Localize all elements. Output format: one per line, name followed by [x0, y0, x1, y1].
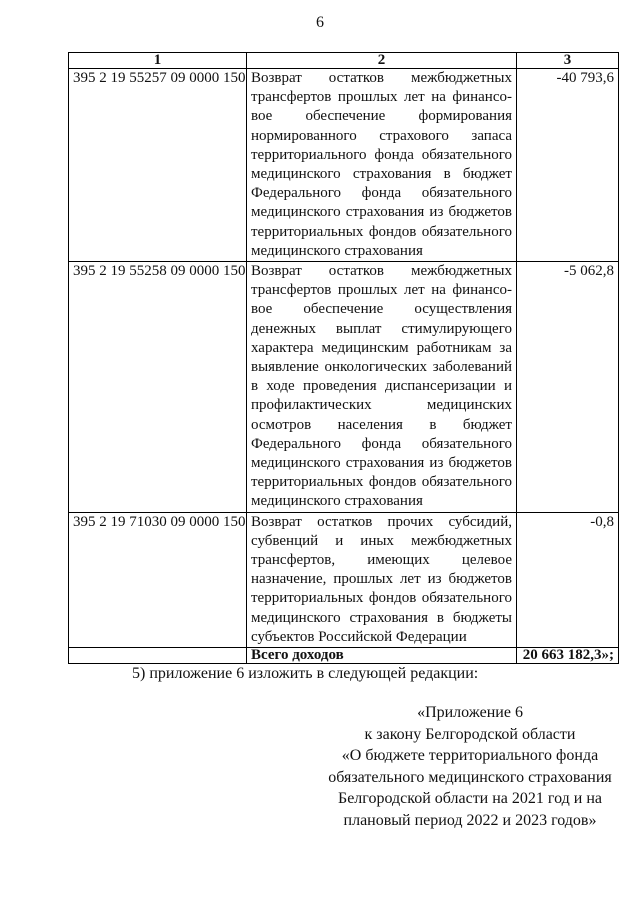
amendment-instruction: 5) приложение 6 изложить в следующей редакции:	[132, 665, 479, 682]
revenue-name-cell: Возврат остатков межбюджетных трансфертов прошлых лет на финансовое обеспечение осуществления денежных выплат стимулирующего характера медицинским работникам за выявление онкологических заболеваний в ходе проведения диспансеризации и профилактических медицинских осмотров населения в бюджет Федерального фонда обязательного медицинского страхования из бюджетов территориальных фондов обязательного медицинского страхования	[247, 262, 517, 513]
table-row	[69, 262, 619, 513]
budget-code-cell: 395 2 19 71030 09 0000 150	[69, 512, 247, 647]
table-row	[69, 512, 619, 647]
total-empty-cell	[69, 648, 247, 664]
appendix-heading-line: плановый период 2022 и 2023 годов»	[343, 811, 597, 829]
table-header-row	[69, 53, 619, 69]
appendix-heading-line: Белгородской области на 2021 год и на	[338, 790, 602, 807]
budget-code-cell: 395 2 19 55257 09 0000 150	[69, 69, 247, 262]
appendix-heading-line: «О бюджете территориального фонда	[341, 747, 599, 764]
appendix-heading	[325, 702, 615, 831]
appendix-heading-line: к закону Белгородской области	[364, 725, 576, 743]
amount-cell: -5 062,8	[517, 262, 619, 513]
column-header-1: 1	[69, 53, 247, 69]
revenue-table	[68, 52, 619, 664]
amount-cell: -40 793,6	[517, 69, 619, 262]
revenue-name-cell: Возврат остатков прочих субсидий, субвенций и иных межбюджетных трансфертов, имеющих целевое назначение, прошлых лет из бюджетов территориальных фондов обязательного медицинского страхования в бюджеты субъектов Российской Федерации	[247, 512, 517, 647]
revenue-name-cell: Возврат остатков межбюджетных трансфертов прошлых лет на финансовое обеспечение формирования нормированного страхового запаса территориального фонда обязательного медицинского страхования в бюджет Федерального фонда обязательного медицинского страхования из бюджетов территориальных фондов обязательного медицинского страхования	[247, 69, 517, 262]
total-amount: 20 663 182,3»;	[517, 648, 619, 664]
total-label: Всего доходов	[247, 648, 517, 664]
column-header-2: 2	[247, 53, 517, 69]
budget-code-cell: 395 2 19 55258 09 0000 150	[69, 262, 247, 513]
amount-cell: -0,8	[517, 512, 619, 647]
column-header-3: 3	[517, 53, 619, 69]
total-row	[69, 648, 619, 664]
page-number: 6	[316, 14, 324, 31]
appendix-heading-line: «Приложение 6	[417, 704, 523, 721]
appendix-heading-line: обязательного медицинского страхования	[328, 768, 612, 786]
table-row	[69, 69, 619, 262]
